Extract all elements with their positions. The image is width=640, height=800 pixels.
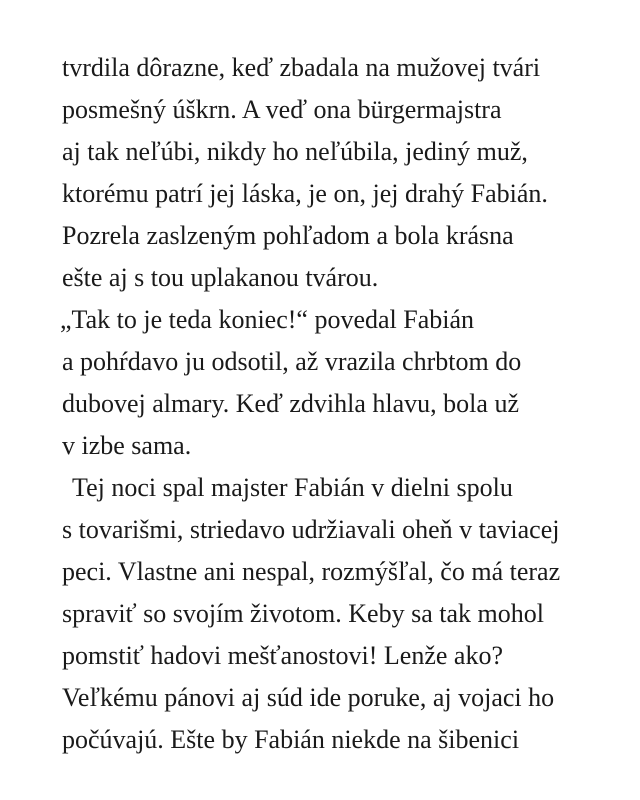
text-line: „Tak to je teda koniec!“ povedal Fabián: [60, 305, 475, 334]
text-line: s tovarišmi, striedavo udržiavali oheň v taviacej: [62, 515, 560, 544]
text-line: tvrdila dôrazne, keď zbadala na mužovej tvári: [62, 53, 541, 82]
text-line: peci. Vlastne ani nespal, rozmýšľal, čo má teraz: [62, 557, 561, 586]
text-line: aj tak neľúbi, nikdy ho neľúbila, jediný muž,: [62, 137, 528, 166]
text-line: ktorému patrí jej láska, je on, jej drahý Fabián.: [62, 179, 548, 208]
text-line: Veľkému pánovi aj súd ide poruke, aj vojaci ho: [62, 683, 555, 712]
text-line: v izbe sama.: [62, 431, 192, 460]
text-line: počúvajú. Ešte by Fabián niekde na šibenici: [62, 725, 520, 754]
text-line: posmešný úškrn. A veď ona bürgermajstra: [62, 95, 502, 124]
text-line: spraviť so svojím životom. Keby sa tak mohol: [62, 599, 544, 628]
text-line: Tej noci spal majster Fabián v dielni spolu: [72, 473, 513, 502]
text-line: ešte aj s tou uplakanou tvárou.: [62, 263, 379, 292]
text-line: pomstiť hadovi mešťanostovi! Lenže ako?: [62, 641, 503, 670]
text-line: dubovej almary. Keď zdvihla hlavu, bola už: [62, 389, 519, 418]
text-line: Pozrela zaslzeným pohľadom a bola krásna: [62, 221, 514, 250]
text-line: a pohŕdavo ju odsotil, až vrazila chrbtom do: [62, 347, 522, 376]
